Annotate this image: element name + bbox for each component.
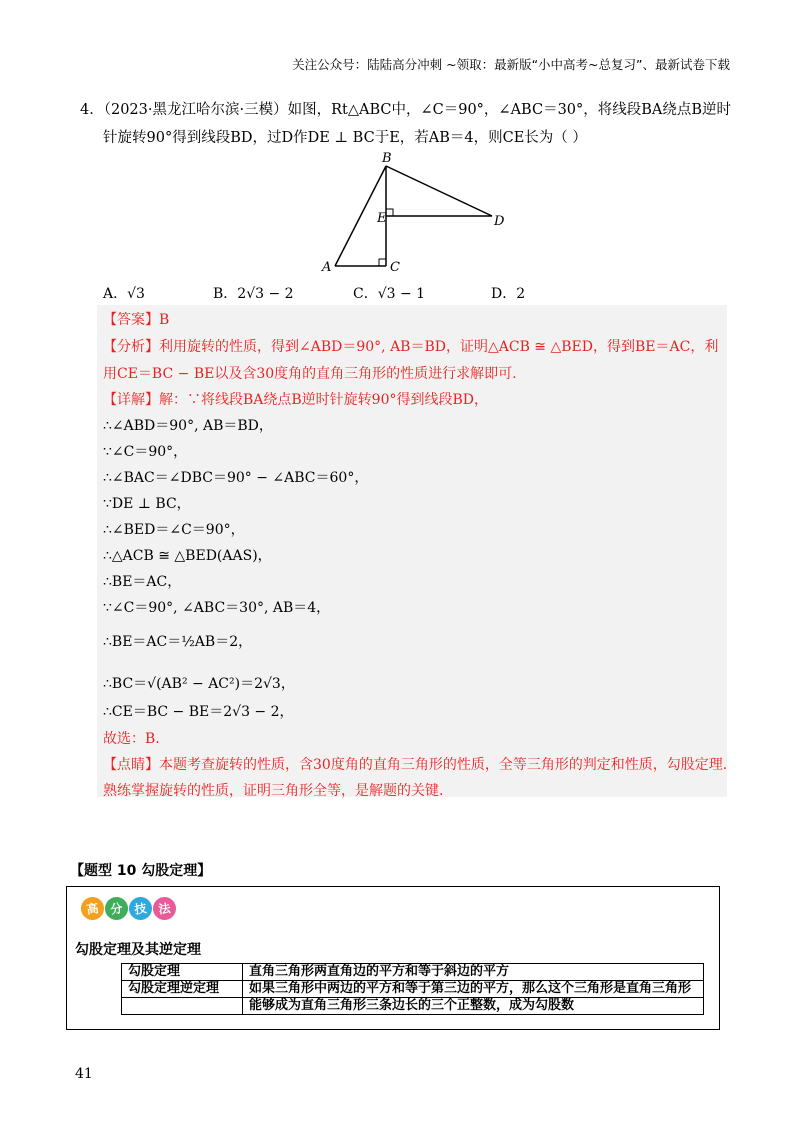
table-cell: 直角三角形两直角边的平方和等于斜边的平方 — [243, 964, 704, 981]
detail-line-3: ∵∠C＝90°， — [103, 444, 188, 460]
table-cell: 如果三角形中两边的平方和等于第三边的平方，那么这个三角形是直角三角形 — [243, 981, 704, 998]
page-number: 41 — [75, 1066, 93, 1082]
detail-line-10: ∴BE＝AC＝½AB＝2， — [103, 634, 253, 650]
option-b: B．2√3 − 2 — [213, 286, 294, 302]
detail-line-11: ∴BC＝√(AB² − AC²)＝2√3， — [103, 676, 295, 692]
analysis-line-1: 【分析】利用旋转的性质，得到∠ABD＝90°, AB＝BD，证明△ACB ≅ △BED，得到BE＝AC，利 — [103, 339, 719, 355]
label-d: D — [494, 214, 505, 229]
option-c: C．√3 − 1 — [353, 286, 426, 302]
page-header: 关注公众号：陆陆高分冲刺 ~领取：最新版“小中高考~总复习”、最新试卷下载 — [292, 57, 730, 72]
question-line-1: 4．（2023·黑龙江哈尔滨·三模）如图，Rt△ABC中，∠C＝90°，∠ABC＝30°，将线段BA绕点B逆时 — [80, 102, 732, 118]
geometry-figure — [320, 150, 520, 275]
label-b: B — [382, 151, 392, 166]
option-d: D．2 — [491, 286, 526, 302]
detail-line-8: ∴BE＝AC， — [103, 574, 182, 590]
method-box — [66, 886, 720, 1030]
detail-line-9: ∵∠C＝90°, ∠ABC＝30°, AB＝4， — [103, 600, 331, 616]
label-c: C — [390, 260, 400, 275]
table-row — [122, 964, 704, 981]
option-a: A．√3 — [103, 286, 145, 302]
badge-char-4: 法 — [152, 896, 178, 922]
badge-char-2: 分 — [104, 896, 130, 922]
box-subtitle: 勾股定理及其逆定理 — [75, 942, 201, 958]
theorem-table — [121, 963, 704, 1015]
detail-line-12: ∴CE＝BC − BE＝2√3 − 2， — [103, 704, 294, 720]
comment-line-1: 【点睛】本题考查旋转的性质，含30度角的直角三角形的性质，全等三角形的判定和性质，勾股定理. — [103, 757, 728, 773]
badge-char-1: 高 — [80, 896, 106, 922]
analysis-line-2: 用CE＝BC − BE以及含30度角的直角三角形的性质进行求解即可. — [103, 366, 517, 382]
table-row — [122, 998, 704, 1015]
section-title: 【题型 10 勾股定理】 — [70, 863, 212, 879]
answer-box — [97, 305, 727, 797]
detail-line-6: ∴∠BED＝∠C＝90°， — [103, 522, 245, 538]
answer-label: 【答案】B — [103, 312, 170, 328]
table-cell: 勾股定理逆定理 — [122, 981, 243, 998]
detail-line-4: ∴∠BAC＝∠DBC＝90° − ∠ABC＝60°， — [103, 470, 369, 486]
detail-line-5: ∵DE ⊥ BC， — [103, 496, 191, 512]
badge-char-3: 技 — [128, 896, 154, 922]
comment-line-2: 熟练掌握旋转的性质，证明三角形全等，是解题的关键. — [103, 783, 444, 799]
table-cell: 能够成为直角三角形三条边长的三个正整数，成为勾股数 — [243, 998, 704, 1015]
label-e: E — [377, 211, 387, 226]
detail-line-2: ∴∠ABD＝90°, AB＝BD， — [103, 418, 273, 434]
choice-line: 故选：B. — [103, 731, 160, 747]
table-cell: 勾股定理 — [122, 964, 243, 981]
table-cell — [122, 998, 243, 1015]
label-a: A — [322, 260, 332, 275]
detail-line-1: 【详解】解：∵将线段BA绕点B逆时针旋转90°得到线段BD， — [103, 392, 489, 408]
table-row — [122, 981, 704, 998]
detail-line-7: ∴△ACB ≅ △BED(AAS)， — [103, 548, 272, 564]
question-line-2: 针旋转90°得到线段BD，过D作DE ⊥ BC于E，若AB＝4，则CE长为（ ） — [103, 130, 587, 146]
